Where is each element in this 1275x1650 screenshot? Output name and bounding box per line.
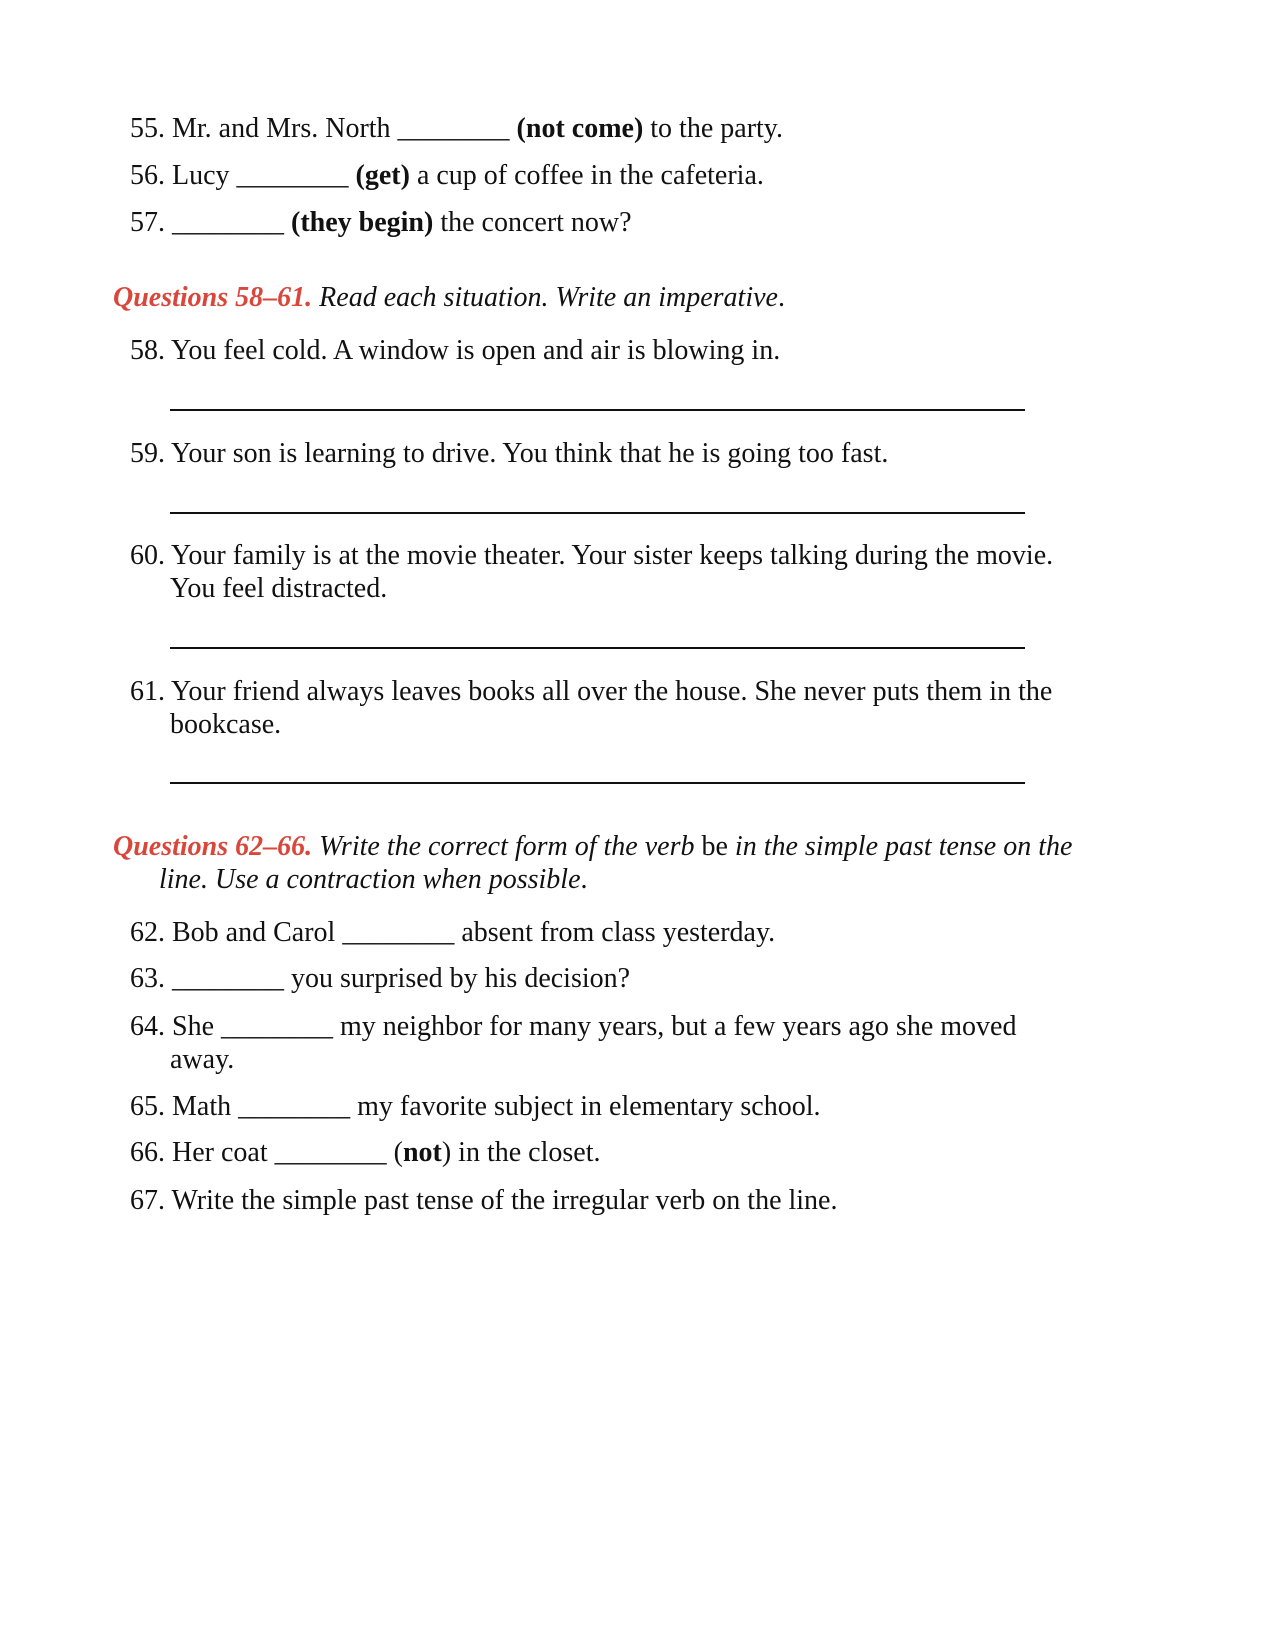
verb-cue: (not come) [516,113,644,144]
section-period: . [580,864,588,895]
question-text: Your family is at the movie theater. Your sister keeps talking during the movie. [170,540,1054,571]
question-number: 60. [130,540,165,571]
section-instruction: Write the correct form of the verb [319,831,695,862]
question-text: Your son is learning to drive. You think that he is going too fast. [170,438,889,469]
question-63 [130,962,630,996]
question-text: Her coat [172,1137,268,1168]
section-instruction: in the simple past tense on the [734,831,1073,862]
question-number: 58. [130,335,165,366]
answer-blank[interactable]: ________ [172,963,284,994]
answer-line-61[interactable] [170,782,1025,784]
question-number: 63. [130,963,165,994]
question-58 [130,334,780,368]
answer-blank[interactable]: ________ [274,1137,387,1168]
paren-close: ) [441,1137,452,1168]
question-text: You feel cold. A window is open and air is blowing in. [170,335,781,366]
answer-line-59[interactable] [170,512,1025,514]
question-number: 62. [130,917,165,948]
question-number: 57. [130,207,165,238]
answer-line-58[interactable] [170,409,1025,411]
question-60 [130,539,1053,573]
question-number: 66. [130,1137,165,1168]
question-64-continued: away. [170,1044,235,1075]
answer-blank[interactable]: ________ [172,207,284,238]
question-text: the concert now? [440,207,632,238]
verb-cue: (get) [355,160,410,191]
paren-open: ( [393,1137,403,1168]
question-text: She [172,1011,214,1042]
verb-cue: (they begin) [291,207,434,238]
question-61-continued: bookcase. [170,709,282,740]
answer-line-60[interactable] [170,647,1025,649]
question-number: 56. [130,160,165,191]
question-text: Write the simple past tense of the irregular verb on the line. [171,1185,838,1216]
question-text: to the party. [650,113,783,144]
question-66 [130,1136,600,1170]
question-text: my neighbor for many years, but a few years ago she moved [340,1011,1017,1042]
question-number: 59. [130,438,165,469]
question-67 [130,1184,837,1218]
question-text: Your friend always leaves books all over the house. She never puts them in the [170,676,1053,707]
question-57 [130,206,632,240]
answer-blank[interactable]: ________ [221,1011,333,1042]
question-text: you surprised by his decision? [291,963,631,994]
question-61 [130,675,1052,709]
question-60-continued: You feel distracted. [170,573,388,604]
question-text: a cup of coffee in the cafeteria. [416,160,764,191]
question-number: 64. [130,1011,165,1042]
section-instruction: line. Use a contraction when possible [159,864,581,895]
question-text: Math [172,1091,232,1122]
answer-blank[interactable]: ________ [236,160,349,191]
question-text: my favorite subject in elementary school. [357,1091,821,1122]
question-text: Lucy [172,160,230,191]
question-59 [130,437,888,471]
answer-blank[interactable]: ________ [342,917,455,948]
section-heading-62-66 [113,830,1072,864]
question-text: absent from class yesterday. [461,917,776,948]
question-number: 65. [130,1091,165,1122]
question-text: in the closet. [458,1137,601,1168]
section-heading-62-66-continued [159,863,588,897]
question-number: 61. [130,676,165,707]
question-text: Bob and Carol [172,917,336,948]
question-65 [130,1090,821,1124]
section-label: Questions 58–61. [113,282,313,313]
section-verb: be [701,831,728,862]
answer-blank[interactable]: ________ [238,1091,351,1122]
question-number: 55. [130,113,165,144]
question-62 [130,916,775,950]
question-55 [130,112,783,146]
section-heading-58-61 [113,281,785,315]
question-56 [130,159,764,193]
section-instruction: Read each situation. Write an imperative [319,282,778,313]
section-period: . [777,282,785,313]
question-64 [130,1010,1016,1044]
question-number: 67. [130,1185,165,1216]
answer-blank[interactable]: ________ [397,113,510,144]
section-label: Questions 62–66. [113,831,313,862]
verb-cue: not [402,1137,442,1168]
question-text: Mr. and Mrs. North [172,113,391,144]
